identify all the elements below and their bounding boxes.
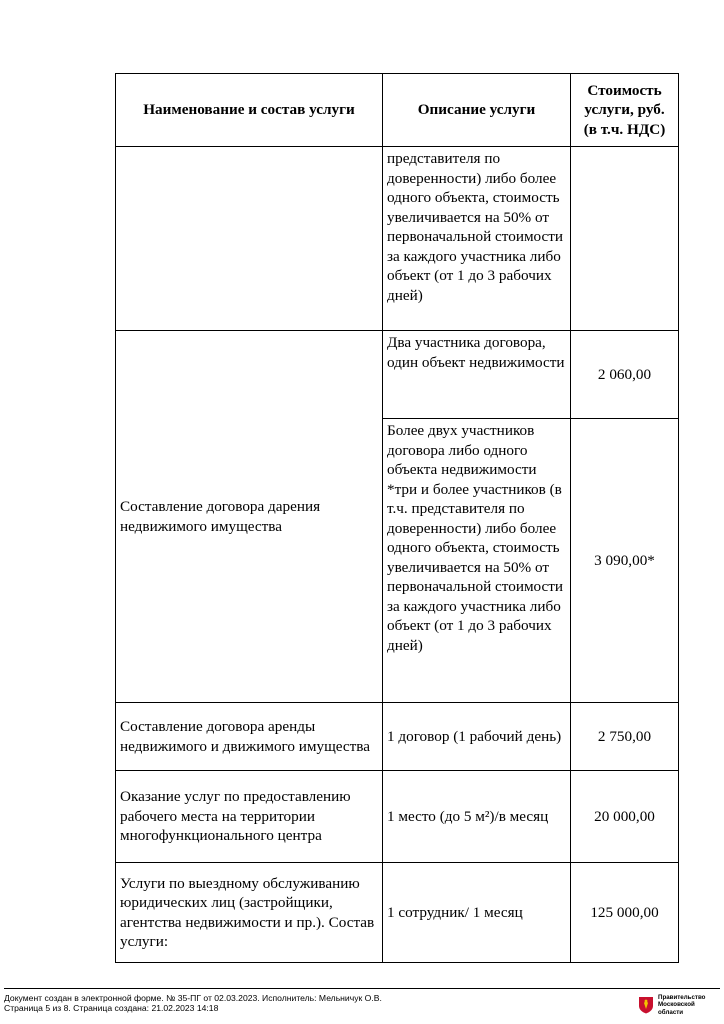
row-cost-cell: 2 060,00 <box>571 331 679 419</box>
row-description-cell: 1 договор (1 рабочий день) <box>383 703 571 771</box>
table-row <box>116 331 679 419</box>
logo-caption-line1: Правительство <box>658 994 706 1001</box>
header-description: Описание услуги <box>383 74 571 147</box>
header-cost-line2: услуги, руб. <box>584 101 665 119</box>
row-description-cell: представителя по доверенности) либо более одного объекта, стоимость увеличивается на 50% от первоначальной стоимости за каждого участника либо объект (от 1 до 3 рабочих дней) <box>383 147 571 331</box>
header-cost-line3: (в т.ч. НДС) <box>583 120 666 138</box>
logo-caption-line2: Московской области <box>658 1001 695 1016</box>
header-cost <box>571 74 679 147</box>
row-name-cell: Составление договора дарения недвижимого имущества <box>116 331 383 703</box>
footer-divider <box>4 988 720 989</box>
row-cost-cell <box>571 147 679 331</box>
row-cost-cell: 125 000,00 <box>571 863 679 963</box>
logo-caption <box>658 994 704 1016</box>
row-name-cell: Услуги по выездному обслуживанию юридических лиц (застройщики, агентства недвижимости и пр.). Состав услуги: <box>116 863 383 963</box>
table-row <box>116 703 679 771</box>
row-name-cell <box>116 147 383 331</box>
row-description-cell: Два участника договора, один объект недвижимости <box>383 331 571 419</box>
row-description-cell: 1 место (до 5 м²)/в месяц <box>383 771 571 863</box>
price-table <box>115 73 679 963</box>
header-name: Наименование и состав услуги <box>116 74 383 147</box>
footer-info <box>4 993 382 1013</box>
table-row <box>116 147 679 331</box>
table-header-row <box>116 74 679 147</box>
table-row <box>116 863 679 963</box>
row-cost-cell: 3 090,00* <box>571 419 679 703</box>
row-name-cell: Оказание услуг по предоставлению рабочего места на территории многофункционального центра <box>116 771 383 863</box>
footer-logo <box>638 994 704 1016</box>
row-cost-cell: 2 750,00 <box>571 703 679 771</box>
row-description-cell: Более двух участников договора либо одного объекта недвижимости *три и более участников (в т.ч. представителя по доверенности) либо более одного объекта, стоимость увеличивается на 50% от первоначальной стоимости за каждого участника либо объект (от 1 до 3 рабочих дней) <box>383 419 571 703</box>
coat-of-arms-icon <box>638 996 654 1014</box>
row-description-cell: 1 сотрудник/ 1 месяц <box>383 863 571 963</box>
row-name-cell: Составление договора аренды недвижимого и движимого имущества <box>116 703 383 771</box>
footer-line-1: Документ создан в электронной форме. № 35-ПГ от 02.03.2023. Исполнитель: Мельничук О.В. <box>4 993 382 1003</box>
header-cost-line1: Стоимость <box>587 81 662 99</box>
row-cost-cell: 20 000,00 <box>571 771 679 863</box>
footer-line-2: Страница 5 из 8. Страница создана: 21.02.2023 14:18 <box>4 1003 219 1013</box>
table-row <box>116 771 679 863</box>
